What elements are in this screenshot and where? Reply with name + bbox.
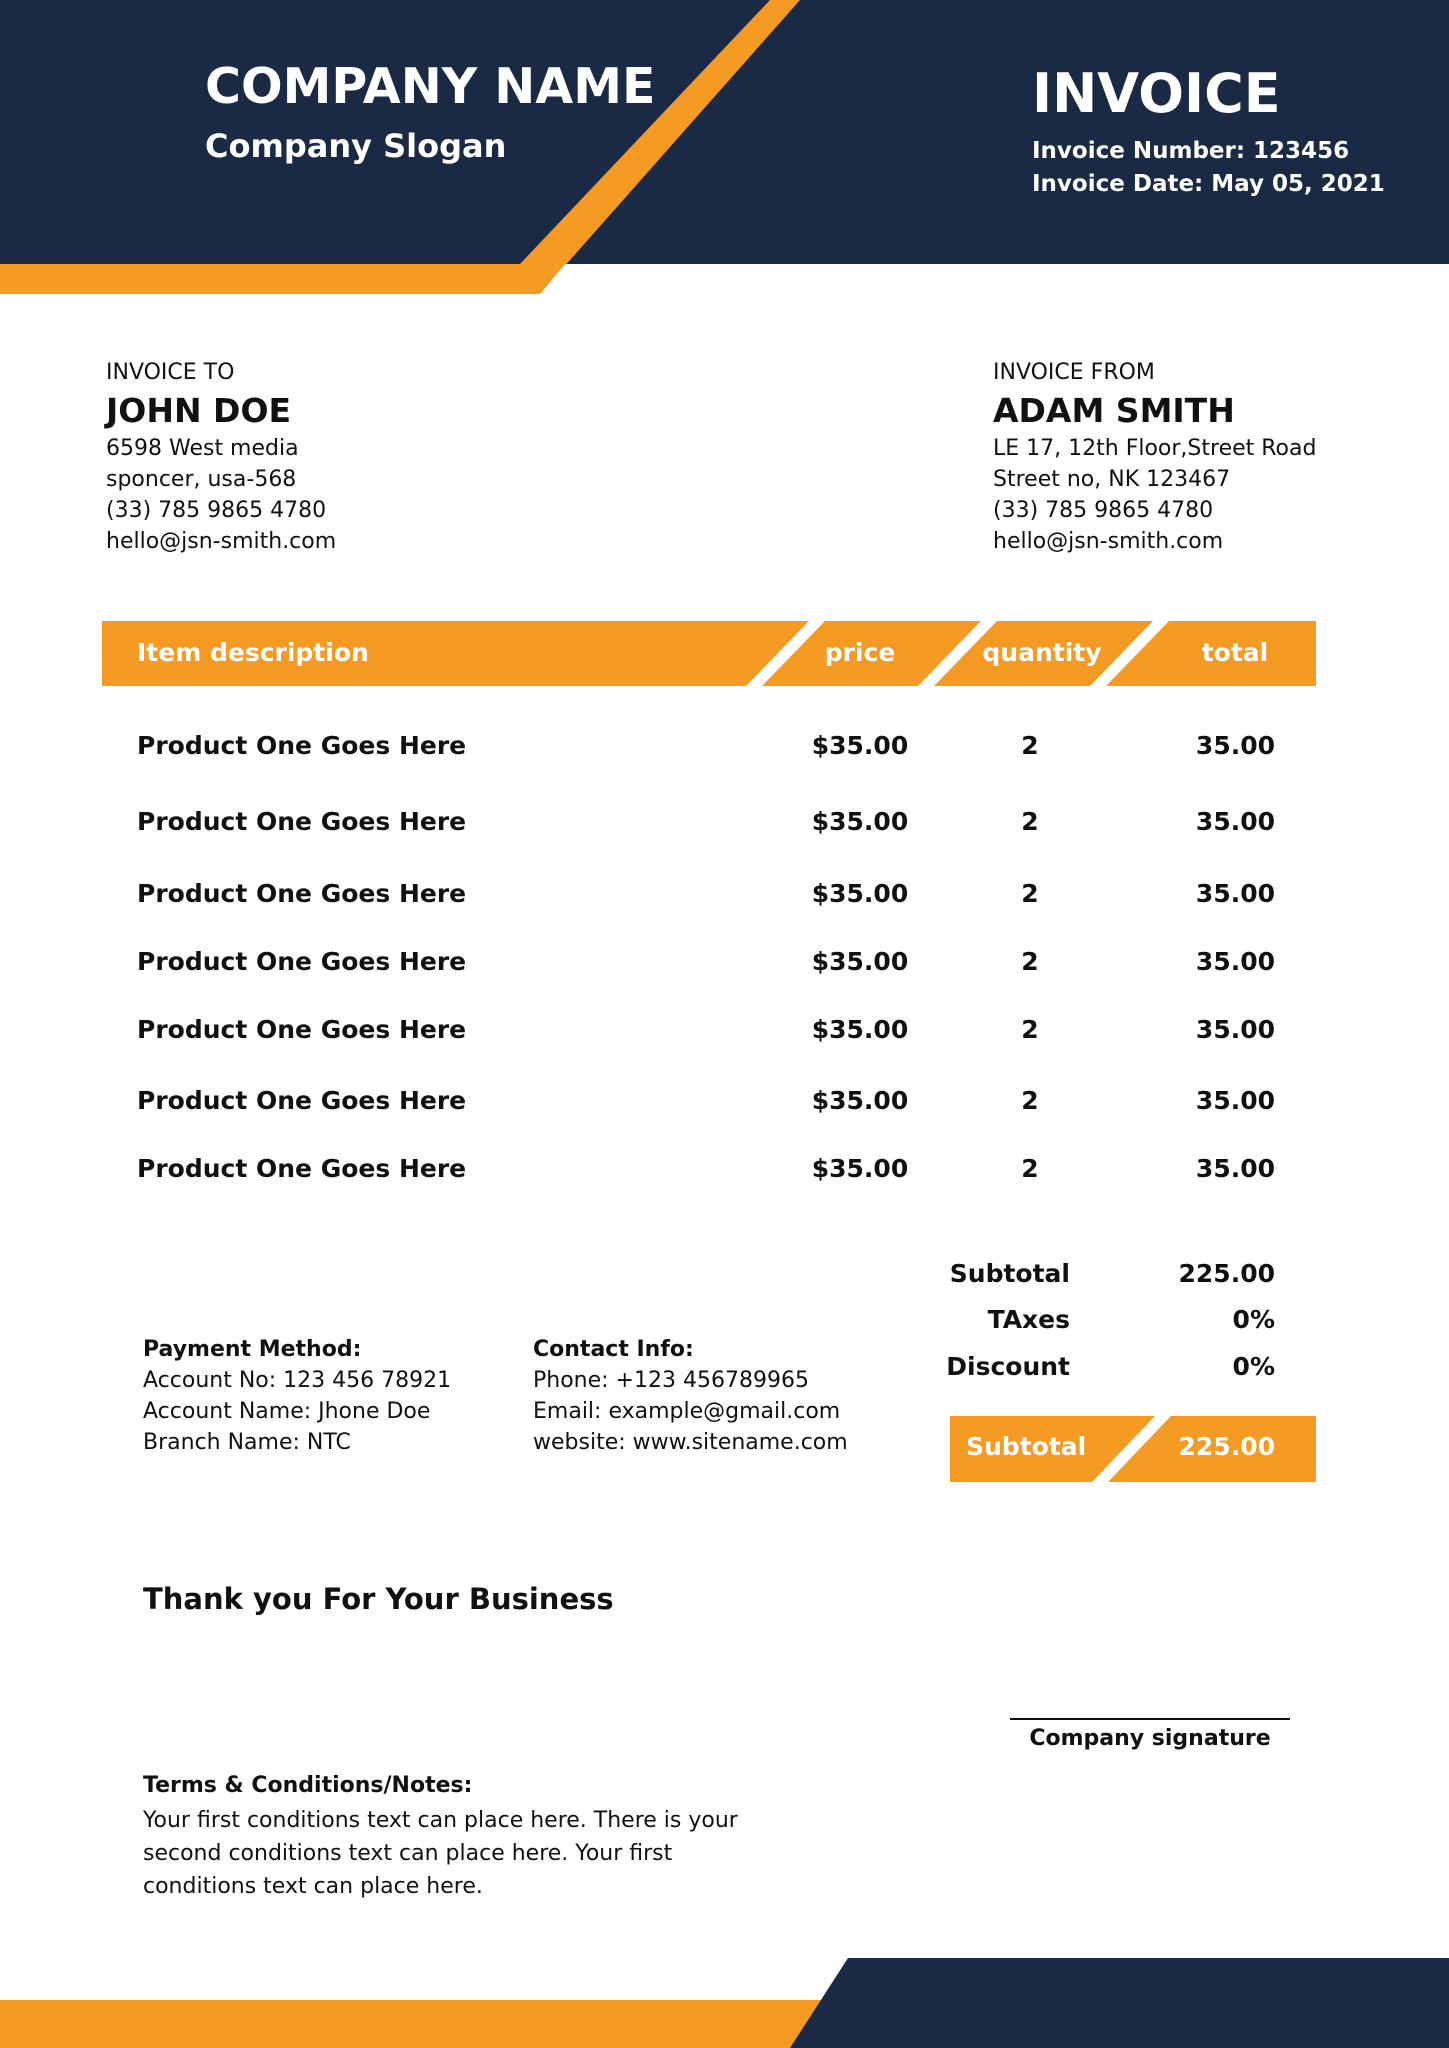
terms-text: Your first conditions text can place here. There is your second conditions text can place here. Your first conditions text can place here. (143, 1808, 738, 1899)
row-description: Product One Goes Here (137, 947, 467, 976)
invoice-from-phone: (33) 785 9865 4780 (993, 498, 1214, 523)
row-total: 35.00 (1195, 947, 1275, 976)
table-header-price: price (824, 638, 896, 667)
invoice-from-block (993, 360, 1316, 554)
row-quantity: 2 (1021, 731, 1039, 760)
company-slogan: Company Slogan (205, 127, 507, 165)
taxes-value: 0% (1232, 1305, 1275, 1334)
invoice-to-email: hello@jsn-smith.com (106, 529, 337, 554)
row-quantity: 2 (1021, 807, 1039, 836)
invoice-to-name: JOHN DOE (106, 391, 292, 430)
contact-phone: Phone: +123 456789965 (533, 1368, 809, 1393)
row-description: Product One Goes Here (137, 1015, 467, 1044)
invoice-from-heading: INVOICE FROM (993, 360, 1155, 385)
row-total: 35.00 (1195, 731, 1275, 760)
row-description: Product One Goes Here (137, 1086, 467, 1115)
total-value: 225.00 (1178, 1432, 1275, 1461)
contact-email: Email: example@gmail.com (533, 1399, 841, 1424)
row-description: Product One Goes Here (137, 879, 467, 908)
row-quantity: 2 (1021, 1015, 1039, 1044)
contact-info-block (533, 1337, 848, 1455)
invoice-to-line: 6598 West media (106, 436, 299, 461)
row-total: 35.00 (1195, 1015, 1275, 1044)
subtotal-label: Subtotal (949, 1259, 1070, 1288)
row-total: 35.00 (1195, 879, 1275, 908)
signature-label: Company signature (1029, 1726, 1271, 1751)
table-header-total: total (1201, 638, 1269, 667)
row-price: $35.00 (811, 879, 909, 908)
taxes-label: TAxes (987, 1305, 1070, 1334)
invoice-from-name: ADAM SMITH (993, 391, 1235, 430)
row-price: $35.00 (811, 1015, 909, 1044)
invoice-from-line: Street no, NK 123467 (993, 467, 1231, 492)
invoice-number: Invoice Number: 123456 (1032, 138, 1350, 164)
row-quantity: 2 (1021, 1086, 1039, 1115)
table-header-description: Item description (137, 638, 369, 667)
row-description: Product One Goes Here (137, 1154, 467, 1183)
contact-info-title: Contact Info: (533, 1337, 694, 1362)
table-header-quantity: quantity (982, 638, 1102, 667)
row-price: $35.00 (811, 1154, 909, 1183)
thank-you-message: Thank you For Your Business (143, 1582, 614, 1616)
row-description: Product One Goes Here (137, 731, 467, 760)
row-price: $35.00 (811, 731, 909, 760)
invoice-from-line: LE 17, 12th Floor,Street Road (993, 436, 1317, 461)
invoice-date: Invoice Date: May 05, 2021 (1032, 171, 1385, 197)
discount-value: 0% (1232, 1352, 1275, 1381)
row-price: $35.00 (811, 947, 909, 976)
invoice-to-phone: (33) 785 9865 4780 (106, 498, 327, 523)
contact-website: website: www.sitename.com (533, 1430, 848, 1455)
discount-label: Discount (946, 1352, 1070, 1381)
payment-account-name: Account Name: Jhone Doe (143, 1399, 431, 1424)
invoice-title: INVOICE (1032, 62, 1281, 125)
invoice-from-email: hello@jsn-smith.com (993, 529, 1224, 554)
row-description: Product One Goes Here (137, 807, 467, 836)
invoice-to-block (106, 360, 336, 554)
row-total: 35.00 (1195, 807, 1275, 836)
payment-account-number: Account No: 123 456 78921 (143, 1368, 452, 1393)
total-label: Subtotal (966, 1432, 1087, 1461)
row-price: $35.00 (811, 1086, 909, 1115)
payment-branch-name: Branch Name: NTC (143, 1430, 351, 1455)
footer-navy-band (790, 1958, 1449, 2048)
header-white-cut (540, 264, 1449, 294)
row-price: $35.00 (811, 807, 909, 836)
row-quantity: 2 (1021, 1154, 1039, 1183)
payment-method-title: Payment Method: (143, 1337, 362, 1362)
invoice-to-line: sponcer, usa-568 (106, 467, 297, 492)
payment-method-block (143, 1337, 451, 1455)
subtotal-value: 225.00 (1178, 1259, 1275, 1288)
row-quantity: 2 (1021, 879, 1039, 908)
invoice-to-heading: INVOICE TO (106, 360, 235, 385)
terms-title: Terms & Conditions/Notes: (143, 1773, 473, 1798)
row-total: 35.00 (1195, 1086, 1275, 1115)
company-name: COMPANY NAME (205, 58, 656, 115)
footer-orange-bar (0, 2000, 840, 2048)
row-total: 35.00 (1195, 1154, 1275, 1183)
signature-line (1010, 1718, 1290, 1720)
row-quantity: 2 (1021, 947, 1039, 976)
